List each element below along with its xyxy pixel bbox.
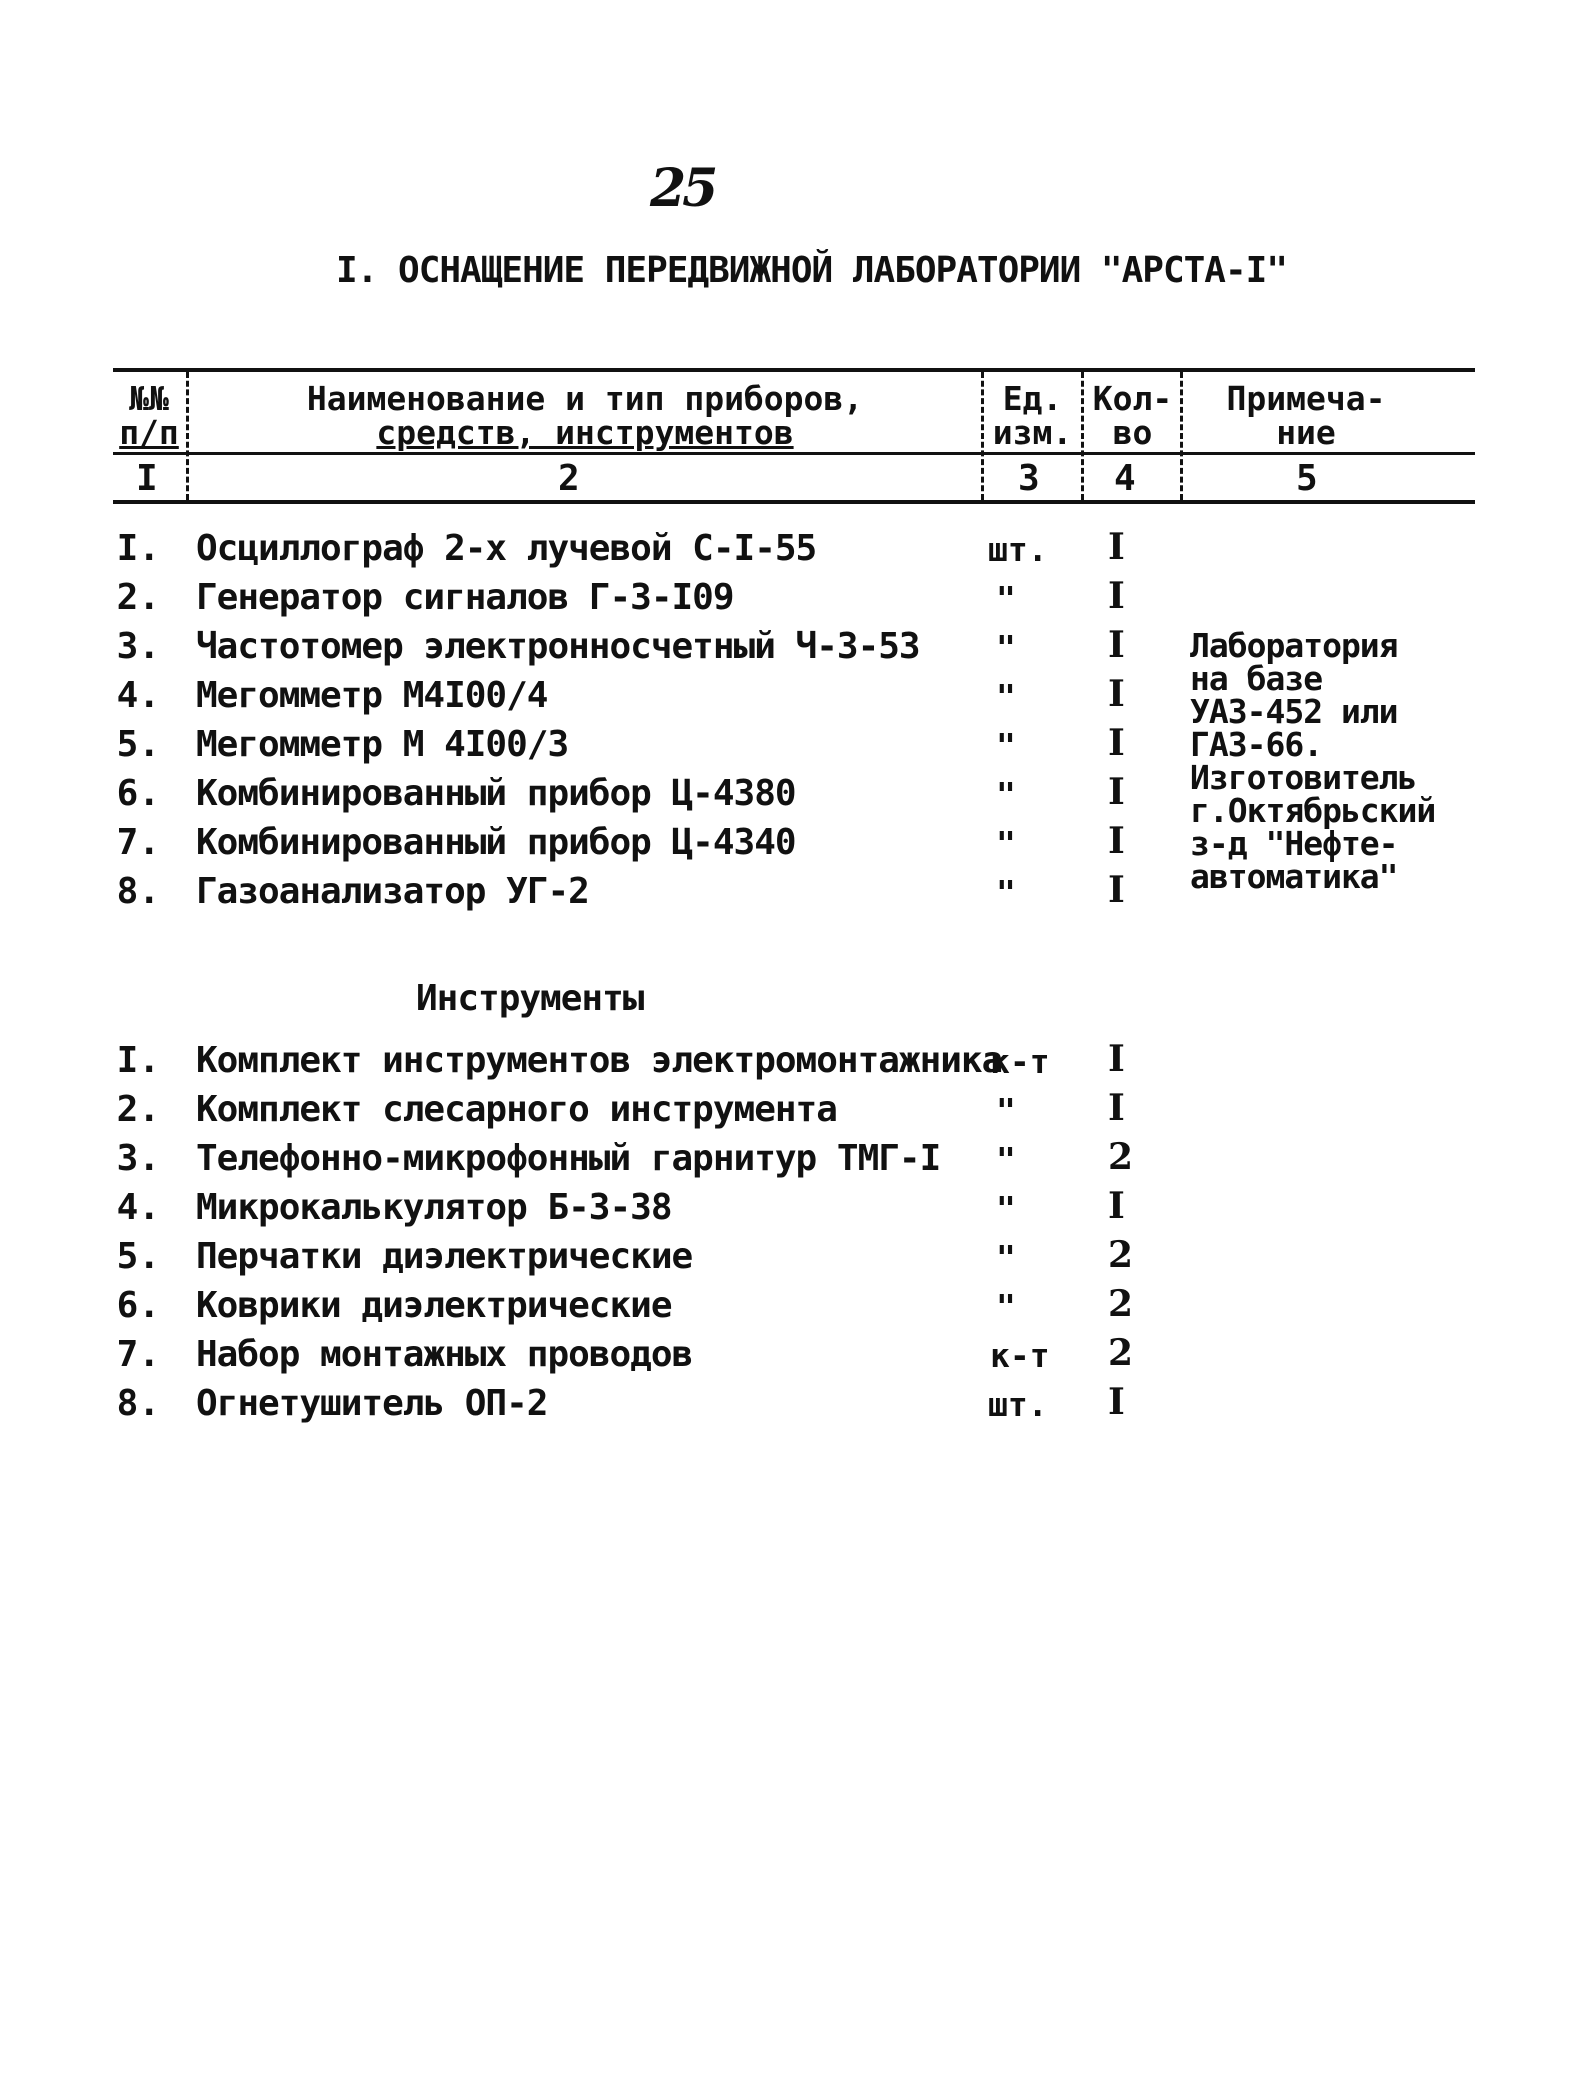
device-row-name: Осциллограф 2-х лучевой С-I-55 <box>196 528 817 569</box>
tool-row-unit: к-т <box>990 1336 1050 1375</box>
table-header-bottom-rule <box>113 500 1475 504</box>
tool-row-name: Огнетушитель ОП-2 <box>196 1383 548 1424</box>
column-number: 5 <box>1296 458 1318 499</box>
tool-row-number: 6. <box>116 1285 160 1326</box>
device-row-number: 7. <box>116 822 160 863</box>
device-row-unit: " <box>996 873 1016 912</box>
device-row-number: 8. <box>116 871 160 912</box>
device-row-number: 6. <box>116 773 160 814</box>
header-note-col: Примеча- ние <box>1226 379 1386 452</box>
device-row-name: Мегомметр М4I00/4 <box>196 675 548 716</box>
tool-row-qty: 2 <box>1108 1136 1134 1178</box>
tool-row-name: Набор монтажных проводов <box>196 1334 693 1375</box>
tool-row-name: Коврики диэлектрические <box>196 1285 672 1326</box>
tool-row-name: Комплект слесарного инструмента <box>196 1089 837 1130</box>
tool-row-number: 4. <box>116 1187 160 1228</box>
tool-row-unit: " <box>996 1140 1016 1179</box>
device-row-unit: шт. <box>988 530 1048 569</box>
column-divider <box>186 372 189 500</box>
device-row-unit: " <box>996 726 1016 765</box>
tool-row-name: Перчатки диэлектрические <box>196 1236 693 1277</box>
device-row-number: 2. <box>116 577 160 618</box>
device-row-name: Частотомер электронносчетный Ч-3-53 <box>196 626 920 667</box>
tool-row-unit: " <box>996 1287 1016 1326</box>
tool-row-name: Комплект инструментов электромонтажника <box>196 1040 1003 1081</box>
device-row-qty: I <box>1108 526 1125 568</box>
tool-row-number: 3. <box>116 1138 160 1179</box>
tool-row-unit: " <box>996 1238 1016 1277</box>
header-qty-col: Кол- во <box>1092 379 1173 452</box>
equipment-note: Лаборатория на базе УАЗ-452 или ГАЗ-66. Изготовитель г.Октябрьский з-д "Нефте- автоматика" <box>1190 626 1436 896</box>
device-row-number: 3. <box>116 626 160 667</box>
tool-row-unit: " <box>996 1189 1016 1228</box>
device-row-qty: I <box>1108 624 1125 666</box>
tool-row-unit: шт. <box>988 1385 1048 1424</box>
device-row-qty: I <box>1108 820 1125 862</box>
device-row-qty: I <box>1108 673 1125 715</box>
device-row-qty: I <box>1108 771 1125 813</box>
tool-row-unit: " <box>996 1091 1016 1130</box>
tool-row-qty: I <box>1108 1185 1125 1227</box>
column-number: I <box>136 458 158 499</box>
section-title-tools: Инструменты <box>416 978 644 1019</box>
device-row-unit: " <box>996 775 1016 814</box>
tool-row-number: 8. <box>116 1383 160 1424</box>
tool-row-qty: 2 <box>1108 1332 1134 1374</box>
column-number: 2 <box>558 458 580 499</box>
device-row-name: Комбинированный прибор Ц-4340 <box>196 822 796 863</box>
device-row-unit: " <box>996 824 1016 863</box>
device-row-unit: " <box>996 677 1016 716</box>
device-row-number: 5. <box>116 724 160 765</box>
table-top-rule <box>113 368 1475 372</box>
tool-row-qty: I <box>1108 1038 1125 1080</box>
header-name-col: Наименование и тип приборов, средств, инструментов <box>306 379 864 452</box>
tool-row-qty: I <box>1108 1087 1125 1129</box>
tool-row-name: Телефонно-микрофонный гарнитур ТМГ-I <box>196 1138 941 1179</box>
column-divider <box>1081 372 1084 500</box>
tool-row-qty: I <box>1108 1381 1125 1423</box>
tool-row-name: Микрокалькулятор Б-3-38 <box>196 1187 672 1228</box>
tool-row-qty: 2 <box>1108 1234 1134 1276</box>
column-number: 4 <box>1114 458 1136 499</box>
tool-row-number: 5. <box>116 1236 160 1277</box>
device-row-number: I. <box>116 528 160 569</box>
column-divider <box>1180 372 1183 500</box>
device-row-name: Мегомметр М 4I00/3 <box>196 724 569 765</box>
tool-row-number: 7. <box>116 1334 160 1375</box>
device-row-number: 4. <box>116 675 160 716</box>
column-number: 3 <box>1018 458 1040 499</box>
device-row-qty: I <box>1108 722 1125 764</box>
page-number: 25 <box>650 158 715 219</box>
header-divider-rule <box>113 452 1475 455</box>
device-row-unit: " <box>996 628 1016 667</box>
device-row-name: Генератор сигналов Г-3-I09 <box>196 577 734 618</box>
device-row-qty: I <box>1108 575 1125 617</box>
device-row-qty: I <box>1108 869 1125 911</box>
document-title: I. ОСНАЩЕНИЕ ПЕРЕДВИЖНОЙ ЛАБОРАТОРИИ "АРСТА-I" <box>336 250 1287 291</box>
device-row-name: Газоанализатор УГ-2 <box>196 871 589 912</box>
tool-row-number: 2. <box>116 1089 160 1130</box>
tool-row-qty: 2 <box>1108 1283 1134 1325</box>
device-row-unit: " <box>996 579 1016 618</box>
tool-row-number: I. <box>116 1040 160 1081</box>
device-row-name: Комбинированный прибор Ц-4380 <box>196 773 796 814</box>
header-unit-col: Ед. изм. <box>992 379 1073 452</box>
header-number-col: №№ п/п <box>119 379 179 452</box>
column-divider <box>981 372 984 500</box>
tool-row-unit: к-т <box>990 1042 1050 1081</box>
